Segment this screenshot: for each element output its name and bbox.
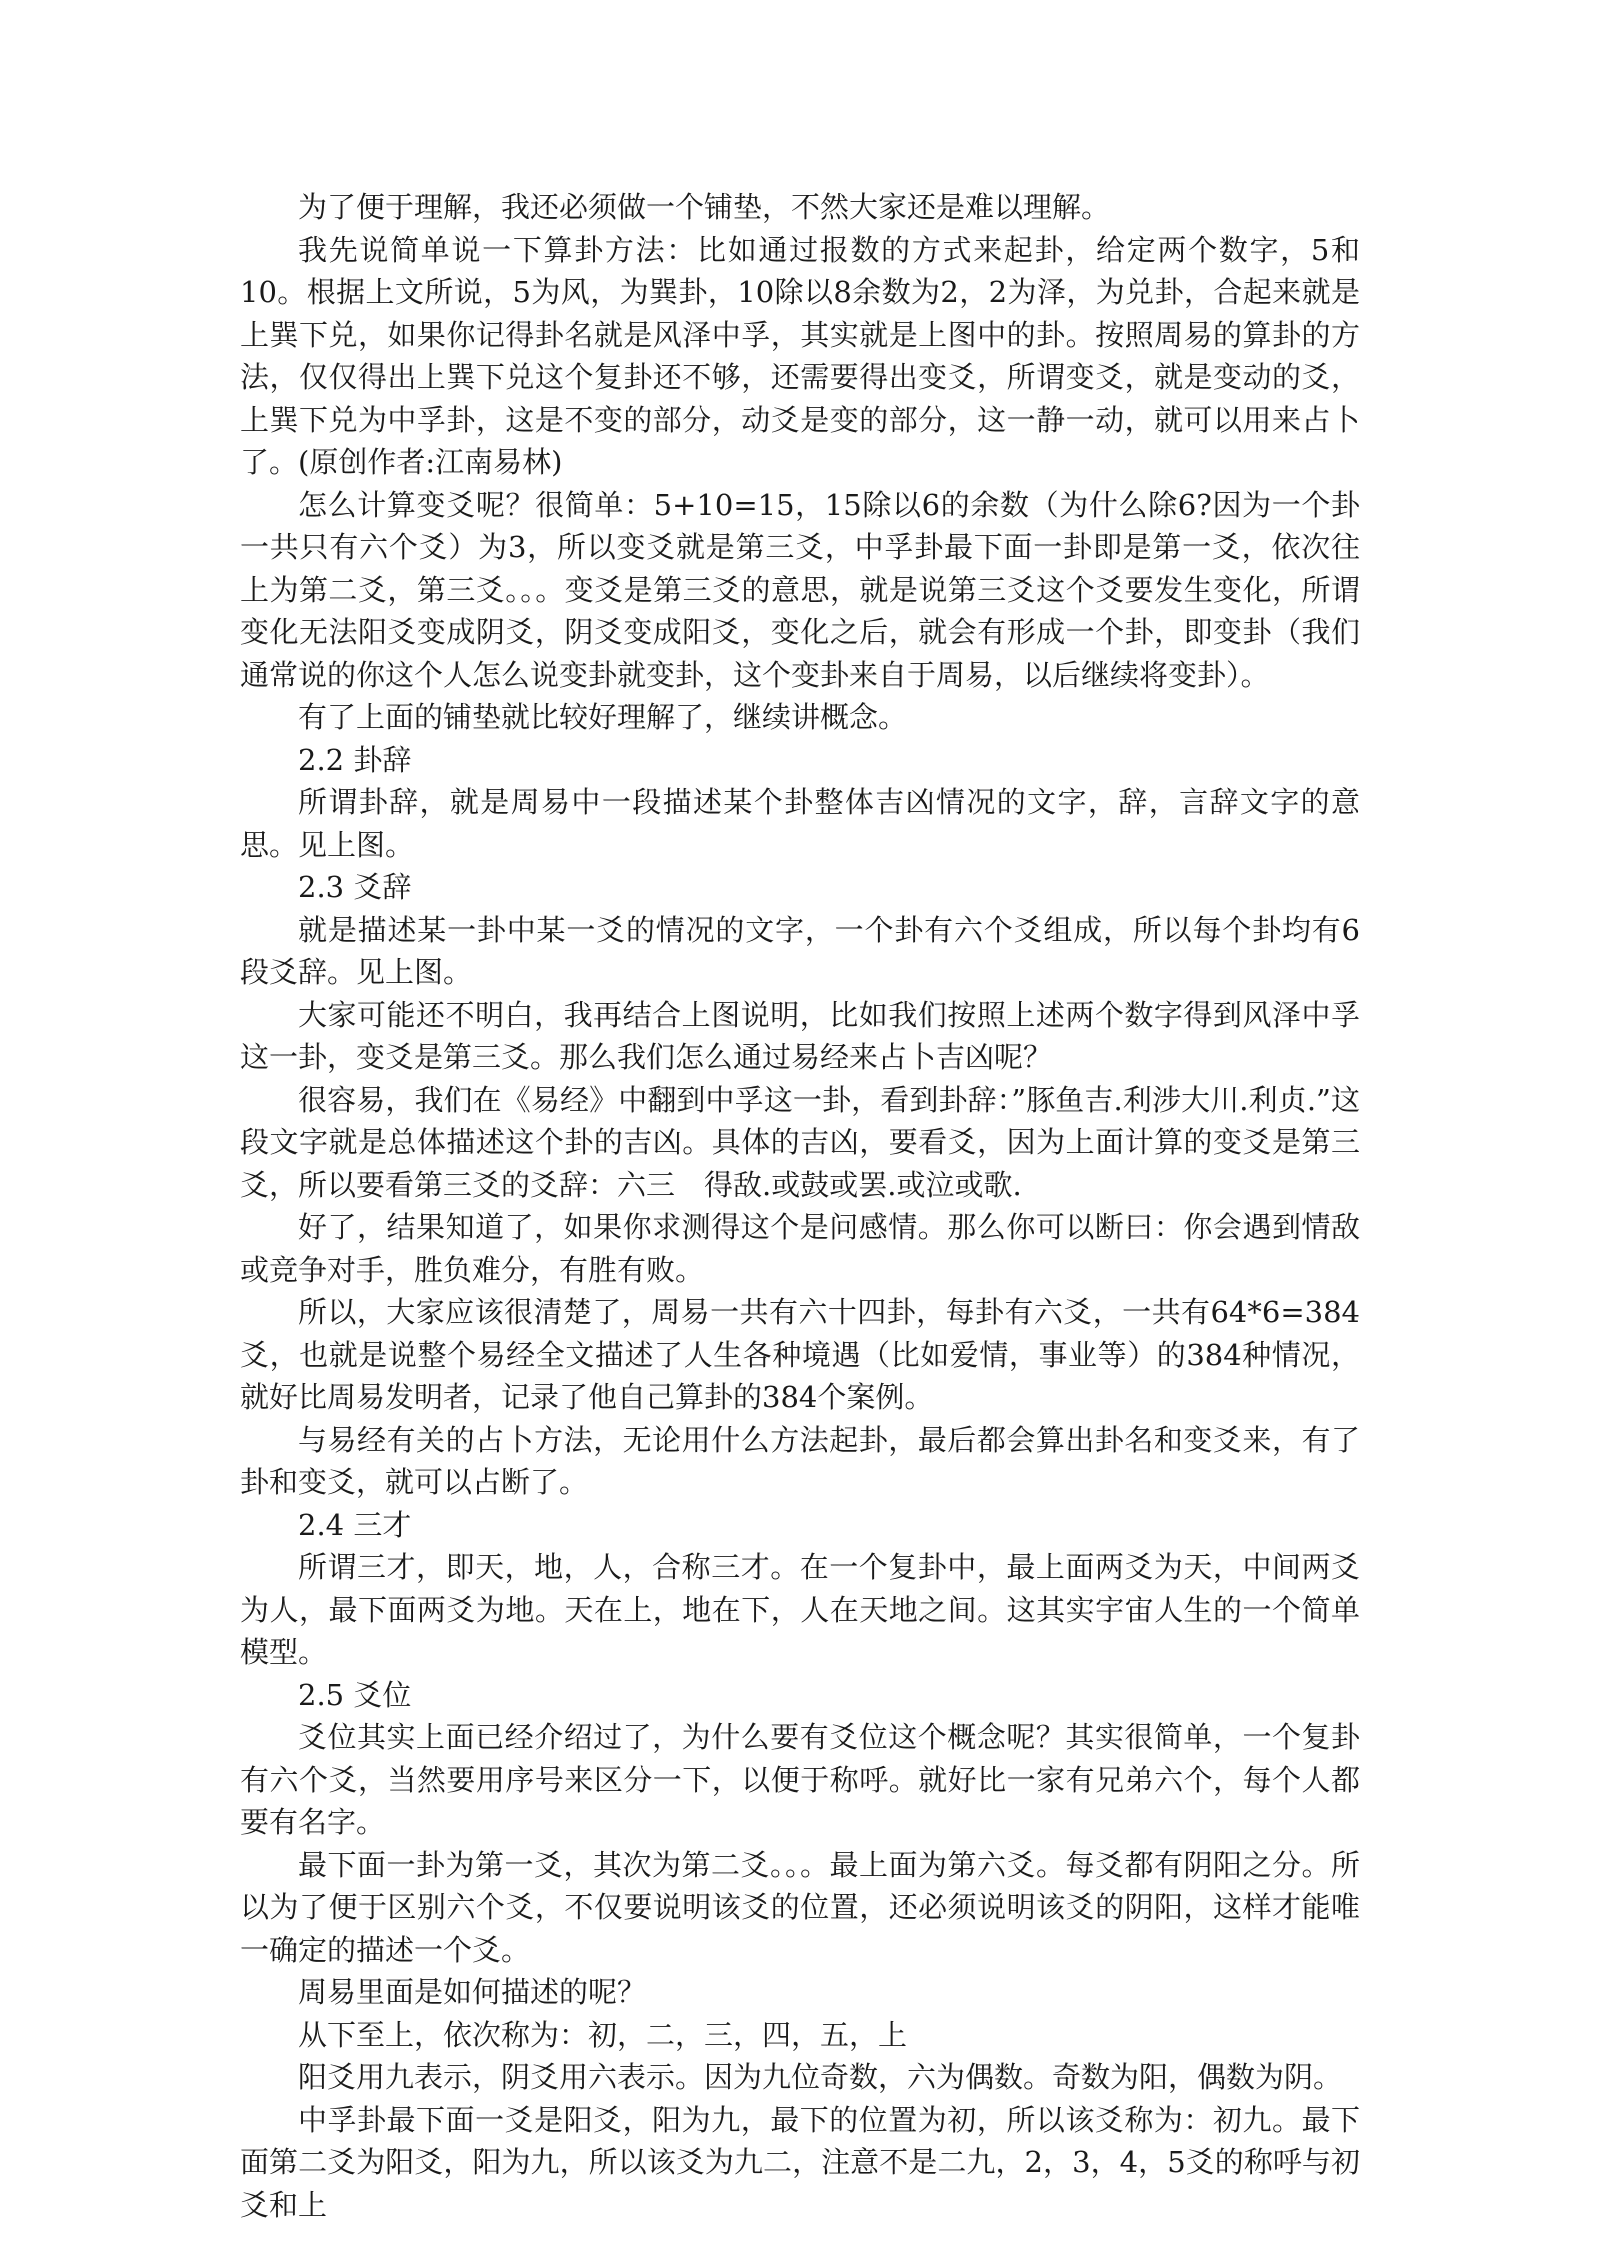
paragraph-yao-order: 最下面一卦为第一爻，其次为第二爻。。。最上面为第六爻。每爻都有阴阳之分。所以为了便于区别六个爻，不仅要说明该爻的位置，还必须说明该爻的阴阳，这样才能唯一确定的描述一个爻。 xyxy=(240,1847,1360,1967)
paragraph-question: 周易里面是如何描述的呢？ xyxy=(298,1975,647,2009)
paragraph-divination-summary: 与易经有关的占卜方法，无论用什么方法起卦，最后都会算出卦名和变爻来，有了卦和变爻，就可以占断了。 xyxy=(240,1422,1360,1499)
paragraph-transition: 有了上面的铺垫就比较好理解了，继续讲概念。 xyxy=(298,700,908,734)
paragraph-san-cai: 所谓三才，即天，地，人，合称三才。在一个复卦中，最上面两爻为天，中间两爻为人，最下面两爻为地。天在上，地在下，人在天地之间。这其实宇宙人生的一个简单模型。 xyxy=(240,1550,1360,1669)
section-heading-yao-wei: 2.5 爻位 xyxy=(298,1677,412,1712)
section-heading-yao-ci: 2.3 爻辞 xyxy=(298,870,412,904)
paragraph-yao-ci: 就是描述某一卦中某一爻的情况的文字，一个卦有六个爻组成，所以每个卦均有6段爻辞。见上图。 xyxy=(240,912,1360,989)
document-page xyxy=(240,186,1360,2226)
paragraph-intro: 为了便于理解，我还必须做一个铺垫，不然大家还是难以理解。 xyxy=(298,190,1111,224)
section-heading-gua-ci: 2.2 卦辞 xyxy=(298,742,412,777)
paragraph-gua-ci: 所谓卦辞，就是周易中一段描述某个卦整体吉凶情况的文字，辞，言辞文字的意思。见上图。 xyxy=(240,785,1360,862)
paragraph-divination-method: 我先说简单说一下算卦方法：比如通过报数的方式来起卦，给定两个数字，5和10。根据上文所说，5为风，为巽卦，10除以8余数为2，2为泽，为兑卦，合起来就是上巽下兑，如果你记得卦名就是风泽中孚，其实就是上图中的卦。按照周易的算卦的方法，仅仅得出上巽下兑这个复卦还不够，还需要得出变爻，所谓变爻，就是变动的爻，上巽下兑为中孚卦，这是不变的部分，动爻是变的部分，这一静一动，就可以用来占卜了。(原创作者:江南易林) xyxy=(240,232,1360,479)
section-heading-san-cai: 2.4 三才 xyxy=(298,1507,412,1542)
paragraph-example-result: 好了，结果知道了，如果你求测得这个是问感情。那么你可以断曰：你会遇到情敌或竞争对手，胜负难分，有胜有败。 xyxy=(240,1210,1360,1287)
paragraph-yin-yang-numbers: 阳爻用九表示，阴爻用六表示。因为九位奇数，六为偶数。奇数为阳，偶数为阴。 xyxy=(298,2060,1343,2094)
paragraph-sixty-four-gua: 所以，大家应该很清楚了，周易一共有六十四卦，每卦有六爻，一共有64*6=384爻，也就是说整个易经全文描述了人生各种境遇（比如爱情，事业等）的384种情况，就好比周易发明者，记录了他自己算卦的384个案例。 xyxy=(240,1295,1360,1414)
paragraph-changing-line: 怎么计算变爻呢？很简单：5+10=15，15除以6的余数（为什么除6?因为一个卦一共只有六个爻）为3，所以变爻就是第三爻，中孚卦最下面一卦即是第一爻，依次往上为第二爻，第三爻。。。变爻是第三爻的意思，就是说第三爻这个爻要发生变化，所谓变化无法阳爻变成阴爻，阴爻变成阳爻，变化之后，就会有形成一个卦，即变卦（我们通常说的你这个人怎么说变卦就变卦，这个变卦来自于周易，以后继续将变卦）。 xyxy=(240,487,1360,692)
paragraph-zhong-fu-example: 中孚卦最下面一爻是阳爻，阳为九，最下的位置为初，所以该爻称为：初九。最下面第二爻为阳爻，阳为九，所以该爻为九二，注意不是二九，2，3，4，5爻的称呼与初爻和上 xyxy=(240,2102,1360,2222)
paragraph-position-names: 从下至上，依次称为：初，二，三，四，五，上 xyxy=(298,2017,908,2052)
paragraph-example-lookup: 很容易，我们在《易经》中翻到中孚这一卦，看到卦辞：”豚鱼吉.利涉大川.利贞.”这段文字就是总体描述这个卦的吉凶。具体的吉凶，要看爻，因为上面计算的变爻是第三爻，所以要看第三爻的爻辞：六三 得敌.或鼓或罢.或泣或歌. xyxy=(240,1082,1360,1202)
paragraph-example-intro: 大家可能还不明白，我再结合上图说明，比如我们按照上述两个数字得到风泽中孚这一卦，变爻是第三爻。那么我们怎么通过易经来占卜吉凶呢？ xyxy=(240,997,1360,1074)
paragraph-yao-wei: 爻位其实上面已经介绍过了，为什么要有爻位这个概念呢？其实很简单，一个复卦有六个爻，当然要用序号来区分一下，以便于称呼。就好比一家有兄弟六个，每个人都要有名字。 xyxy=(240,1720,1360,1839)
